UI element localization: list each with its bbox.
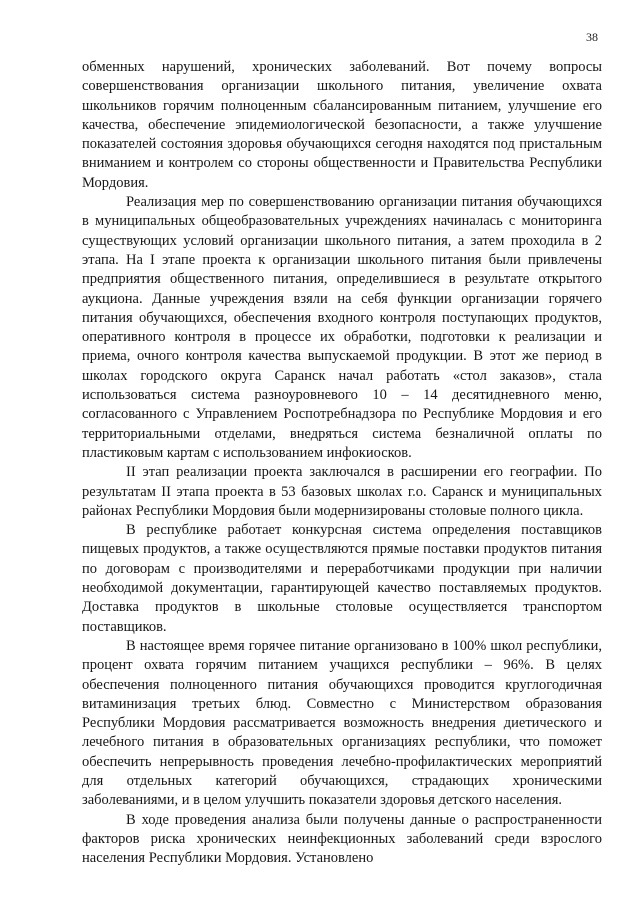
- paragraph: В ходе проведения анализа были получены данные о распространенности факторов риска хронических неинфекционных заболеваний среди взрослого населения Республики Мордовия. Установлено: [82, 811, 602, 867]
- paragraph: II этап реализации проекта заключался в расширении его географии. По результатам II этапа проекта в 53 базовых школах г.о. Саранск и муниципальных районах Республики Мордовия были модернизированы столовые полного цикла.: [82, 464, 602, 519]
- page-number: 38: [586, 30, 598, 44]
- paragraph: обменных нарушений, хронических заболеваний. Вот почему вопросы совершенствования организации школьного питания, увеличение охвата школьников горячим полноценным сбалансированным питанием, улучшение его качества, обеспечение эпидемиологической безопасности, а также улучшение показателей состояния здоровья обучающихся сегодня находятся под пристальным вниманием и контролем со стороны общественности и Правительства Республики Мордовия.: [82, 59, 602, 191]
- document-body: [82, 58, 602, 868]
- paragraph: В республике работает конкурсная система определения поставщиков пищевых продуктов, а также осуществляются прямые поставки продуктов питания по договорам с производителями и переработчиками продукции при наличии необходимой документации, гарантирующей качество поставляемых продуктов. Доставка продуктов в школьные столовые осуществляется транспортом поставщиков.: [82, 522, 602, 635]
- paragraph: Реализация мер по совершенствованию организации питания обучающихся в муниципальных общеобразовательных учреждениях начиналась с мониторинга существующих условий организации школьного питания, а затем проходила в 2 этапа. На I этапе проекта к организации школьного питания были привлечены предприятия общественного питания, определившиеся в результате открытого аукциона. Данные учреждения взяли на себя функции организации горячего питания обучающихся, обеспечения входного контроля поступающих продуктов, оперативного контроля в процессе их обработки, подготовки к реализации и приема, очного контроля качества выпускаемой продукции. В этот же период в школах городского округа Саранск начал работать «стол заказов», стала использоваться система разноуровневого 10 – 14 десятидневного меню, согласованного с Управлением Роспотребнадзора по Республике Мордовия и его территориальными отделами, внедряться система безналичной оплаты по пластиковым картам с использованием инфокиосков.: [82, 194, 602, 461]
- paragraph: В настоящее время горячее питание организовано в 100% школ республики, процент охвата горячим питанием учащихся республики – 96%. В целях обеспечения полноценного питания обучающихся проводится круглогодичная витаминизация третьих блюд. Совместно с Министерством образования Республики Мордовия рассматривается возможность внедрения диетического и лечебного питания в образовательных организациях республики, что поможет обеспечить непрерывность проведения лечебно-профилактических мероприятий для отдельных категорий обучающихся, страдающих хроническими заболеваниями, и в целом улучшить показатели здоровья детского населения.: [82, 637, 602, 809]
